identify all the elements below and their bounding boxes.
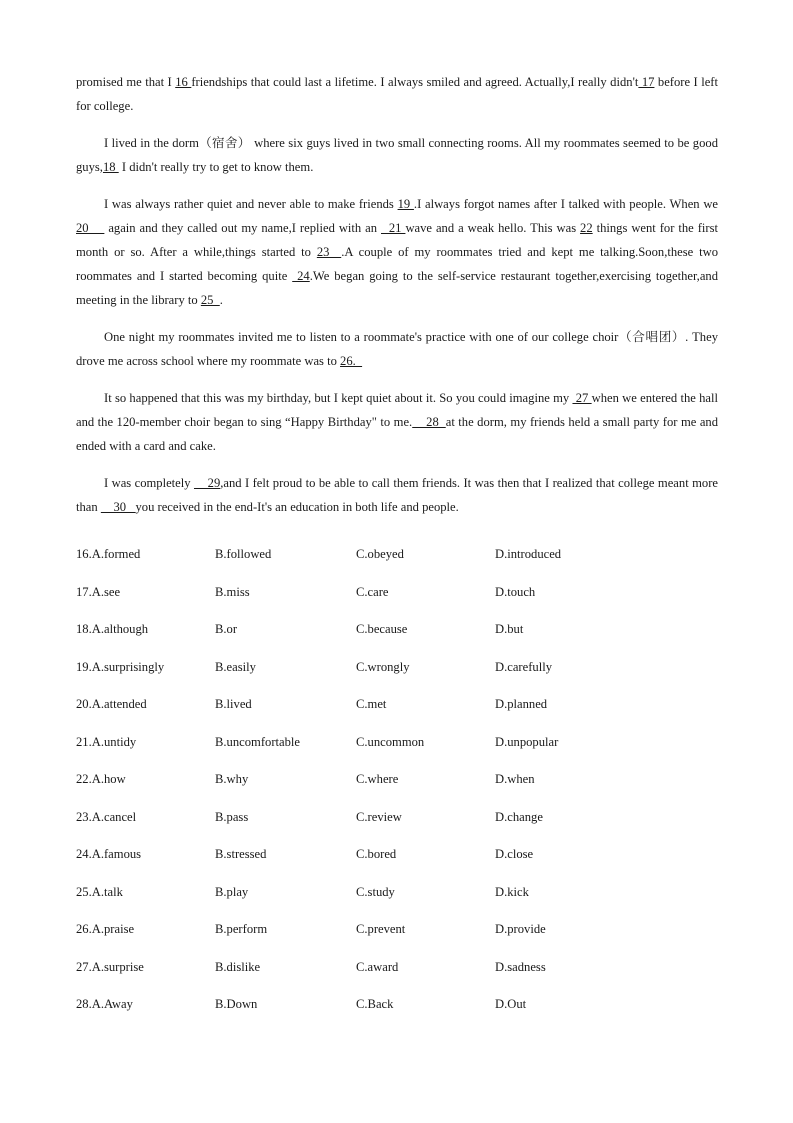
passage-text: at the dorm, my friends held a small party for me and ended with a card and cake.	[76, 415, 719, 453]
passage-paragraph	[76, 325, 718, 373]
answer-blank: 24	[292, 269, 310, 283]
option-choice: C.award	[356, 959, 399, 974]
answer-blank: 16	[175, 75, 192, 89]
option-choice: C.prevent	[356, 922, 406, 936]
answer-blank: 22	[580, 221, 593, 235]
option-choice: C.study	[356, 884, 395, 899]
option-choice: B.uncomfortable	[215, 734, 300, 749]
passage-text: things went for the first month or so. After a while,things started to	[76, 221, 718, 259]
answer-blank: 25	[200, 293, 220, 307]
answer-blank: 28	[412, 415, 446, 429]
option-choice: C.care	[356, 584, 389, 599]
passage-text: ,and I felt proud to be able to call them friends. It was then that I realized that college meant more than	[76, 476, 718, 514]
passage-text: .A couple of my roommates tried and kept me talking.Soon,these two roommates and I started becoming quite	[76, 245, 719, 283]
option-choice: 21.A.untidy	[76, 734, 137, 749]
passage-text: .I always forgot names after I talked with people. When we	[413, 197, 719, 211]
passage-text: you received in the end-It's an education in both life and people.	[135, 500, 459, 514]
option-choice: B.easily	[215, 659, 256, 674]
passage-text: I was completely	[104, 476, 194, 490]
option-choice: D.unpopular	[495, 734, 559, 749]
option-choice: 28.A.Away	[76, 997, 133, 1011]
option-choice: D.sadness	[495, 959, 546, 974]
option-choice: D.introduced	[495, 547, 562, 561]
option-choice: 16.A.formed	[76, 547, 141, 561]
answer-blank: 17	[638, 75, 655, 89]
option-choice: B.why	[215, 772, 249, 786]
option-choice: 23.A.cancel	[76, 809, 137, 824]
option-choice: C.because	[356, 622, 408, 636]
option-choice: C.met	[356, 697, 387, 711]
answer-options	[76, 547, 716, 1035]
passage-text: .	[219, 293, 223, 307]
option-row	[76, 622, 716, 660]
passage-text: One night my roommates invited me to listen to a roommate's practice with one of our college choir（合唱团）. They drove me across school where my roommate was to	[76, 330, 718, 368]
option-choice: 25.A.talk	[76, 884, 123, 899]
passage-text: It so happened that this was my birthday, but I kept quiet about it. So you could imagine my	[104, 391, 573, 405]
option-choice: D.carefully	[495, 659, 552, 674]
option-choice: B.perform	[215, 922, 268, 936]
option-choice: D.when	[495, 772, 535, 786]
answer-blank: 30	[100, 500, 136, 514]
option-choice: C.wrongly	[356, 659, 410, 674]
option-row	[76, 547, 716, 585]
passage-paragraph	[76, 70, 718, 118]
option-choice: D.touch	[495, 584, 536, 599]
option-row	[76, 847, 716, 885]
option-choice: C.Back	[356, 997, 394, 1011]
option-row	[76, 697, 716, 735]
option-choice: B.miss	[215, 584, 250, 599]
option-choice: 26.A.praise	[76, 922, 135, 936]
option-choice: 27.A.surprise	[76, 959, 144, 974]
option-choice: B.pass	[215, 809, 249, 824]
answer-blank: 27	[572, 391, 592, 405]
option-row	[76, 960, 716, 998]
passage-text: wave and a weak hello. This was	[405, 221, 581, 235]
option-choice: 24.A.famous	[76, 847, 142, 861]
answer-blank: 18	[102, 160, 119, 174]
passage-text: I was always rather quiet and never able to make friends	[104, 197, 398, 211]
option-choice: B.followed	[215, 547, 272, 561]
passage-text: friendships that could last a lifetime. I always smiled and agreed. Actually,I really didn't	[191, 75, 639, 89]
option-choice: B.stressed	[215, 847, 267, 861]
option-choice: C.bored	[356, 847, 397, 861]
option-choice: C.review	[356, 809, 402, 824]
option-row	[76, 885, 716, 923]
option-row	[76, 735, 716, 773]
passage-text: I lived in the dorm（宿舍） where six guys lived in two small connecting rooms. All my roommates seemed to be good guys,	[76, 136, 718, 174]
answer-blank: 19	[397, 197, 414, 211]
option-choice: 17.A.see	[76, 584, 121, 599]
option-choice: B.dislike	[215, 959, 261, 974]
option-choice: C.obeyed	[356, 547, 404, 561]
passage-text: promised me that I	[76, 75, 176, 89]
passage	[76, 70, 718, 532]
option-choice: 20.A.attended	[76, 697, 147, 711]
option-choice: C.uncommon	[356, 734, 425, 749]
passage-text: again and they called out my name,I replied with an	[104, 221, 381, 235]
passage-text: .We began going to the self-service restaurant together,exercising together,and meeting in the library to	[76, 269, 719, 307]
option-row	[76, 997, 716, 1035]
option-choice: D.but	[495, 622, 524, 636]
option-row	[76, 772, 716, 810]
option-choice: D.planned	[495, 697, 548, 711]
option-row	[76, 660, 716, 698]
option-choice: D.provide	[495, 922, 546, 936]
passage-paragraph	[76, 386, 718, 458]
option-choice: B.play	[215, 884, 249, 899]
passage-text: before I left for college.	[76, 75, 718, 113]
answer-blank: 23	[316, 245, 342, 259]
passage-paragraph	[76, 471, 718, 519]
option-row	[76, 922, 716, 960]
option-choice: D.change	[495, 809, 543, 824]
option-choice: B.lived	[215, 697, 252, 711]
option-choice: 22.A.how	[76, 772, 126, 786]
passage-paragraph	[76, 192, 718, 312]
answer-blank: 29	[193, 476, 221, 490]
option-row	[76, 585, 716, 623]
option-choice: C.where	[356, 772, 399, 786]
option-choice: B.or	[215, 622, 238, 636]
passage-text: when we entered the hall and the 120-member choir began to sing “Happy Birthday" to me.	[76, 391, 718, 429]
answer-blank: 21	[381, 221, 406, 235]
answer-blank: 26.	[340, 354, 363, 368]
option-choice: 18.A.although	[76, 622, 149, 636]
option-row	[76, 810, 716, 848]
option-choice: 19.A.surprisingly	[76, 659, 165, 674]
answer-blank: 20	[76, 221, 105, 235]
passage-paragraph	[76, 131, 718, 179]
option-choice: D.Out	[495, 997, 527, 1011]
passage-text: I didn't really try to get to know them.	[118, 160, 314, 174]
option-choice: B.Down	[215, 997, 258, 1011]
option-choice: D.close	[495, 847, 534, 861]
option-choice: D.kick	[495, 884, 529, 899]
